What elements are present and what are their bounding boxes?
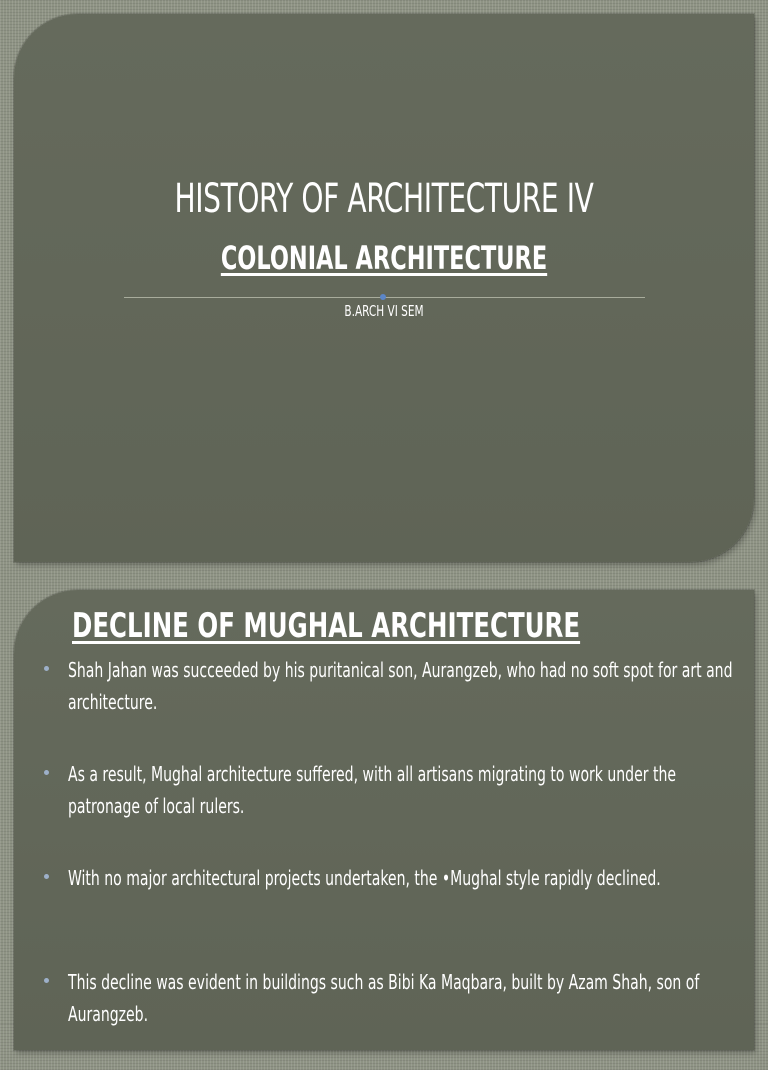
bullet-item [44,966,744,1070]
bullet-dot-icon [44,666,49,671]
bullet-item [44,862,744,966]
bullet-text: With no major architectural projects undertaken, the •Mughal style rapidly declined. [68,866,661,890]
bullet-item [44,758,744,862]
bullet-text: Shah Jahan was succeeded by his puritanical son, Aurangzeb, who had no soft spot for art and architecture. [68,658,733,714]
title-slide [14,14,754,562]
bullet-text: As a result, Mughal architecture suffered, with all artisans migrating to work under the patronage of local rulers. [68,762,676,818]
bullet-list [44,654,744,1070]
course-label: B.ARCH VI SEM [344,302,424,320]
bullet-item [44,654,744,758]
bullet-dot-icon [44,978,49,983]
section-heading: DECLINE OF MUGHAL ARCHITECTURE [72,606,581,646]
slide-subtitle: COLONIAL ARCHITECTURE [220,239,548,277]
bullet-dot-icon [44,770,49,775]
divider-dot-icon [380,294,386,300]
bullet-dot-icon [44,874,49,879]
bullet-text: This decline was evident in buildings such as Bibi Ka Maqbara, built by Azam Shah, son of Aurangzeb. [68,970,700,1026]
slide-title: HISTORY OF ARCHITECTURE IV [174,176,594,222]
